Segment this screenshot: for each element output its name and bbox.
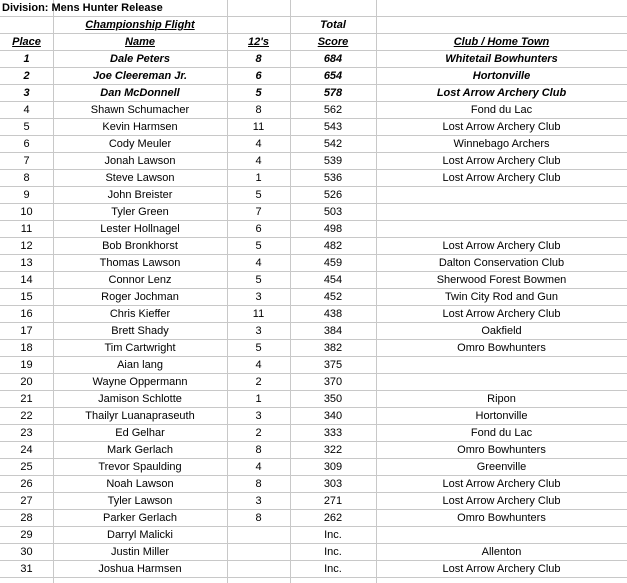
twelves-cell: 4 xyxy=(255,359,262,371)
place-cell: 3 xyxy=(23,87,30,99)
twelves-cell xyxy=(227,561,290,577)
place-cell: 6 xyxy=(23,138,30,150)
table-row xyxy=(0,68,627,85)
twelves-cell: 5 xyxy=(255,342,262,354)
club-cell xyxy=(376,204,627,220)
twelves-cell: 4 xyxy=(255,257,262,269)
name-cell: Aian lang xyxy=(117,359,163,371)
score-cell: 384 xyxy=(323,325,343,337)
table-row xyxy=(0,238,627,255)
table-row xyxy=(0,544,627,561)
twelves-cell: 7 xyxy=(255,206,262,218)
place-cell: 23 xyxy=(20,427,33,439)
club-header: Club / Home Town xyxy=(453,36,550,48)
score-cell: 578 xyxy=(323,87,343,99)
table-row xyxy=(0,221,627,238)
place-cell: 2 xyxy=(23,70,30,82)
place-cell: 26 xyxy=(20,478,33,490)
club-cell: Omro Bowhunters xyxy=(457,342,546,354)
place-cell: 1 xyxy=(23,53,30,65)
score-cell: 370 xyxy=(323,376,343,388)
table-row xyxy=(0,85,627,102)
place-cell: 9 xyxy=(23,189,30,201)
place-cell: 14 xyxy=(20,274,33,286)
club-cell xyxy=(376,374,627,390)
score-cell: 309 xyxy=(323,461,343,473)
place-cell: 20 xyxy=(20,376,33,388)
table-row xyxy=(0,306,627,323)
twelves-cell: 11 xyxy=(252,308,265,320)
club-cell: Omro Bowhunters xyxy=(457,512,546,524)
club-cell: Lost Arrow Archery Club xyxy=(442,172,561,184)
club-cell: Lost Arrow Archery Club xyxy=(442,308,561,320)
place-cell: 8 xyxy=(23,172,30,184)
name-header: Name xyxy=(125,36,155,48)
score-cell: 350 xyxy=(323,393,343,405)
twelves-cell: 5 xyxy=(255,240,262,252)
table-row xyxy=(0,459,627,476)
score-cell: 562 xyxy=(323,104,343,116)
score-cell: 684 xyxy=(323,53,343,65)
table-row xyxy=(0,204,627,221)
score-header: Score xyxy=(317,36,349,48)
table-row xyxy=(0,510,627,527)
total-header: Total xyxy=(320,19,346,31)
twelves-cell xyxy=(227,527,290,543)
table-row xyxy=(0,442,627,459)
twelves-cell: 4 xyxy=(255,461,262,473)
name-cell: Cody Meuler xyxy=(108,138,172,150)
twelves-header: 12's xyxy=(248,36,269,48)
place-cell: 7 xyxy=(23,155,30,167)
header-row-top xyxy=(0,17,627,34)
table-row xyxy=(0,289,627,306)
twelves-cell: 4 xyxy=(255,155,262,167)
table-row xyxy=(0,170,627,187)
club-cell: Lost Arrow Archery Club xyxy=(442,563,561,575)
club-cell: Fond du Lac xyxy=(470,427,533,439)
table-row xyxy=(0,493,627,510)
score-cell: Inc. xyxy=(324,546,342,558)
twelves-cell: 5 xyxy=(255,189,262,201)
place-cell: 31 xyxy=(20,563,33,575)
name-cell: Joe Cleereman Jr. xyxy=(92,70,188,82)
club-cell xyxy=(376,357,627,373)
score-cell: 526 xyxy=(323,189,343,201)
name-cell: Chris Kieffer xyxy=(109,308,171,320)
place-cell: 29 xyxy=(20,529,33,541)
name-cell: Kevin Harmsen xyxy=(102,121,178,133)
table-row xyxy=(0,51,627,68)
table-row xyxy=(0,425,627,442)
twelves-cell: 3 xyxy=(255,410,262,422)
twelves-cell: 2 xyxy=(255,427,262,439)
score-cell: 543 xyxy=(323,121,343,133)
name-cell: Parker Gerlach xyxy=(103,512,177,524)
name-cell: Trevor Spaulding xyxy=(98,461,182,473)
place-cell: 15 xyxy=(20,291,33,303)
score-cell: 438 xyxy=(323,308,343,320)
place-header: Place xyxy=(12,36,41,48)
name-cell: Ed Gelhar xyxy=(115,427,165,439)
title-row xyxy=(0,0,627,17)
twelves-cell: 2 xyxy=(255,376,262,388)
score-cell: 375 xyxy=(323,359,343,371)
score-cell: Inc. xyxy=(324,563,342,575)
twelves-cell: 8 xyxy=(255,512,262,524)
name-cell: Thailyr Luanapraseuth xyxy=(85,410,195,422)
club-cell: Lost Arrow Archery Club xyxy=(442,155,561,167)
twelves-cell: 11 xyxy=(252,121,265,133)
table-row xyxy=(0,527,627,544)
place-cell: 18 xyxy=(20,342,33,354)
score-cell: 542 xyxy=(323,138,343,150)
score-cell: 382 xyxy=(323,342,343,354)
twelves-cell xyxy=(227,544,290,560)
club-cell: Allenton xyxy=(481,546,522,558)
name-cell: Roger Jochman xyxy=(101,291,179,303)
name-cell: Jamison Schlotte xyxy=(98,393,182,405)
table-row xyxy=(0,476,627,493)
club-cell: Lost Arrow Archery Club xyxy=(436,87,567,99)
score-cell: 333 xyxy=(323,427,343,439)
club-cell: Greenville xyxy=(476,461,527,473)
score-cell: 539 xyxy=(323,155,343,167)
name-cell: Lester Hollnagel xyxy=(100,223,180,235)
header-row xyxy=(0,34,627,51)
score-cell: 498 xyxy=(323,223,343,235)
twelves-cell: 8 xyxy=(255,478,262,490)
twelves-cell: 1 xyxy=(255,172,262,184)
twelves-cell: 3 xyxy=(255,291,262,303)
club-cell: Winnebago Archers xyxy=(453,138,550,150)
score-cell: 503 xyxy=(323,206,343,218)
club-cell xyxy=(376,221,627,237)
name-cell: Dale Peters xyxy=(110,53,170,65)
twelves-cell: 3 xyxy=(255,495,262,507)
name-cell: Dan McDonnell xyxy=(100,87,180,99)
club-cell: Lost Arrow Archery Club xyxy=(442,121,561,133)
club-cell xyxy=(376,187,627,203)
place-cell: 17 xyxy=(20,325,33,337)
name-cell: Mark Gerlach xyxy=(106,444,174,456)
club-cell: Omro Bowhunters xyxy=(457,444,546,456)
name-cell: Steve Lawson xyxy=(105,172,175,184)
place-cell: 19 xyxy=(20,359,33,371)
name-cell: Wayne Oppermann xyxy=(92,376,188,388)
place-cell: 10 xyxy=(20,206,33,218)
table-row xyxy=(0,408,627,425)
name-cell: Brett Shady xyxy=(111,325,169,337)
twelves-cell: 5 xyxy=(255,274,262,286)
score-cell: Inc. xyxy=(324,529,342,541)
twelves-cell: 8 xyxy=(255,104,262,116)
score-cell: 452 xyxy=(323,291,343,303)
score-cell: 303 xyxy=(323,478,343,490)
twelves-cell: 5 xyxy=(255,87,262,99)
name-cell: Bob Bronkhorst xyxy=(102,240,178,252)
score-cell: 271 xyxy=(323,495,343,507)
name-cell: Jonah Lawson xyxy=(104,155,176,167)
score-cell: 454 xyxy=(323,274,343,286)
club-cell: Whitetail Bowhunters xyxy=(445,53,558,65)
table-row xyxy=(0,119,627,136)
table-row xyxy=(0,391,627,408)
club-cell: Lost Arrow Archery Club xyxy=(442,478,561,490)
score-cell: 536 xyxy=(323,172,343,184)
table-row xyxy=(0,136,627,153)
name-cell: Darryl Malicki xyxy=(107,529,173,541)
twelves-cell: 8 xyxy=(255,53,262,65)
twelves-cell: 8 xyxy=(255,444,262,456)
place-cell: 11 xyxy=(20,223,33,235)
twelves-cell: 4 xyxy=(255,138,262,150)
club-cell: Sherwood Forest Bowmen xyxy=(436,274,567,286)
name-cell: Tyler Lawson xyxy=(107,495,173,507)
place-cell: 25 xyxy=(20,461,33,473)
place-cell: 21 xyxy=(20,393,33,405)
club-cell: Hortonville xyxy=(475,410,528,422)
table-row xyxy=(0,153,627,170)
club-cell: Twin City Rod and Gun xyxy=(444,291,559,303)
club-cell: Hortonville xyxy=(472,70,531,82)
table-row xyxy=(0,340,627,357)
twelves-cell: 3 xyxy=(255,325,262,337)
name-cell: Joshua Harmsen xyxy=(98,563,182,575)
name-cell: John Breister xyxy=(107,189,173,201)
place-cell: 12 xyxy=(20,240,33,252)
score-cell: 459 xyxy=(323,257,343,269)
score-cell: 340 xyxy=(323,410,343,422)
twelves-cell: 1 xyxy=(255,393,262,405)
score-cell: 654 xyxy=(323,70,343,82)
score-cell: 322 xyxy=(323,444,343,456)
table-row xyxy=(0,102,627,119)
club-cell: Dalton Conservation Club xyxy=(438,257,565,269)
club-cell: Lost Arrow Archery Club xyxy=(442,240,561,252)
place-cell: 30 xyxy=(20,546,33,558)
name-cell: Connor Lenz xyxy=(108,274,172,286)
table-row xyxy=(0,187,627,204)
score-cell: 482 xyxy=(323,240,343,252)
table-row xyxy=(0,561,627,578)
name-cell: Tim Cartwright xyxy=(104,342,176,354)
place-cell: 22 xyxy=(20,410,33,422)
name-cell: Thomas Lawson xyxy=(99,257,181,269)
twelves-cell: 6 xyxy=(255,70,262,82)
table-row xyxy=(0,272,627,289)
club-cell: Ripon xyxy=(487,393,516,405)
club-cell: Fond du Lac xyxy=(470,104,533,116)
place-cell: 4 xyxy=(23,104,30,116)
name-cell: Shawn Schumacher xyxy=(90,104,190,116)
score-cell: 262 xyxy=(323,512,343,524)
table-row xyxy=(0,255,627,272)
place-cell: 27 xyxy=(20,495,33,507)
name-cell: Justin Miller xyxy=(110,546,170,558)
table-row xyxy=(0,323,627,340)
table-row xyxy=(0,357,627,374)
flight-header: Championship Flight xyxy=(85,19,195,31)
table-row xyxy=(0,374,627,391)
club-cell xyxy=(376,527,627,543)
place-cell: 16 xyxy=(20,308,33,320)
name-cell: Tyler Green xyxy=(111,206,169,218)
place-cell: 24 xyxy=(20,444,33,456)
division-title: Division: Mens Hunter Release xyxy=(2,2,163,14)
place-cell: 13 xyxy=(20,257,33,269)
place-cell: 28 xyxy=(20,512,33,524)
twelves-cell: 6 xyxy=(255,223,262,235)
place-cell: 5 xyxy=(23,121,30,133)
club-cell: Lost Arrow Archery Club xyxy=(442,495,561,507)
name-cell: Noah Lawson xyxy=(106,478,174,490)
club-cell: Oakfield xyxy=(481,325,522,337)
